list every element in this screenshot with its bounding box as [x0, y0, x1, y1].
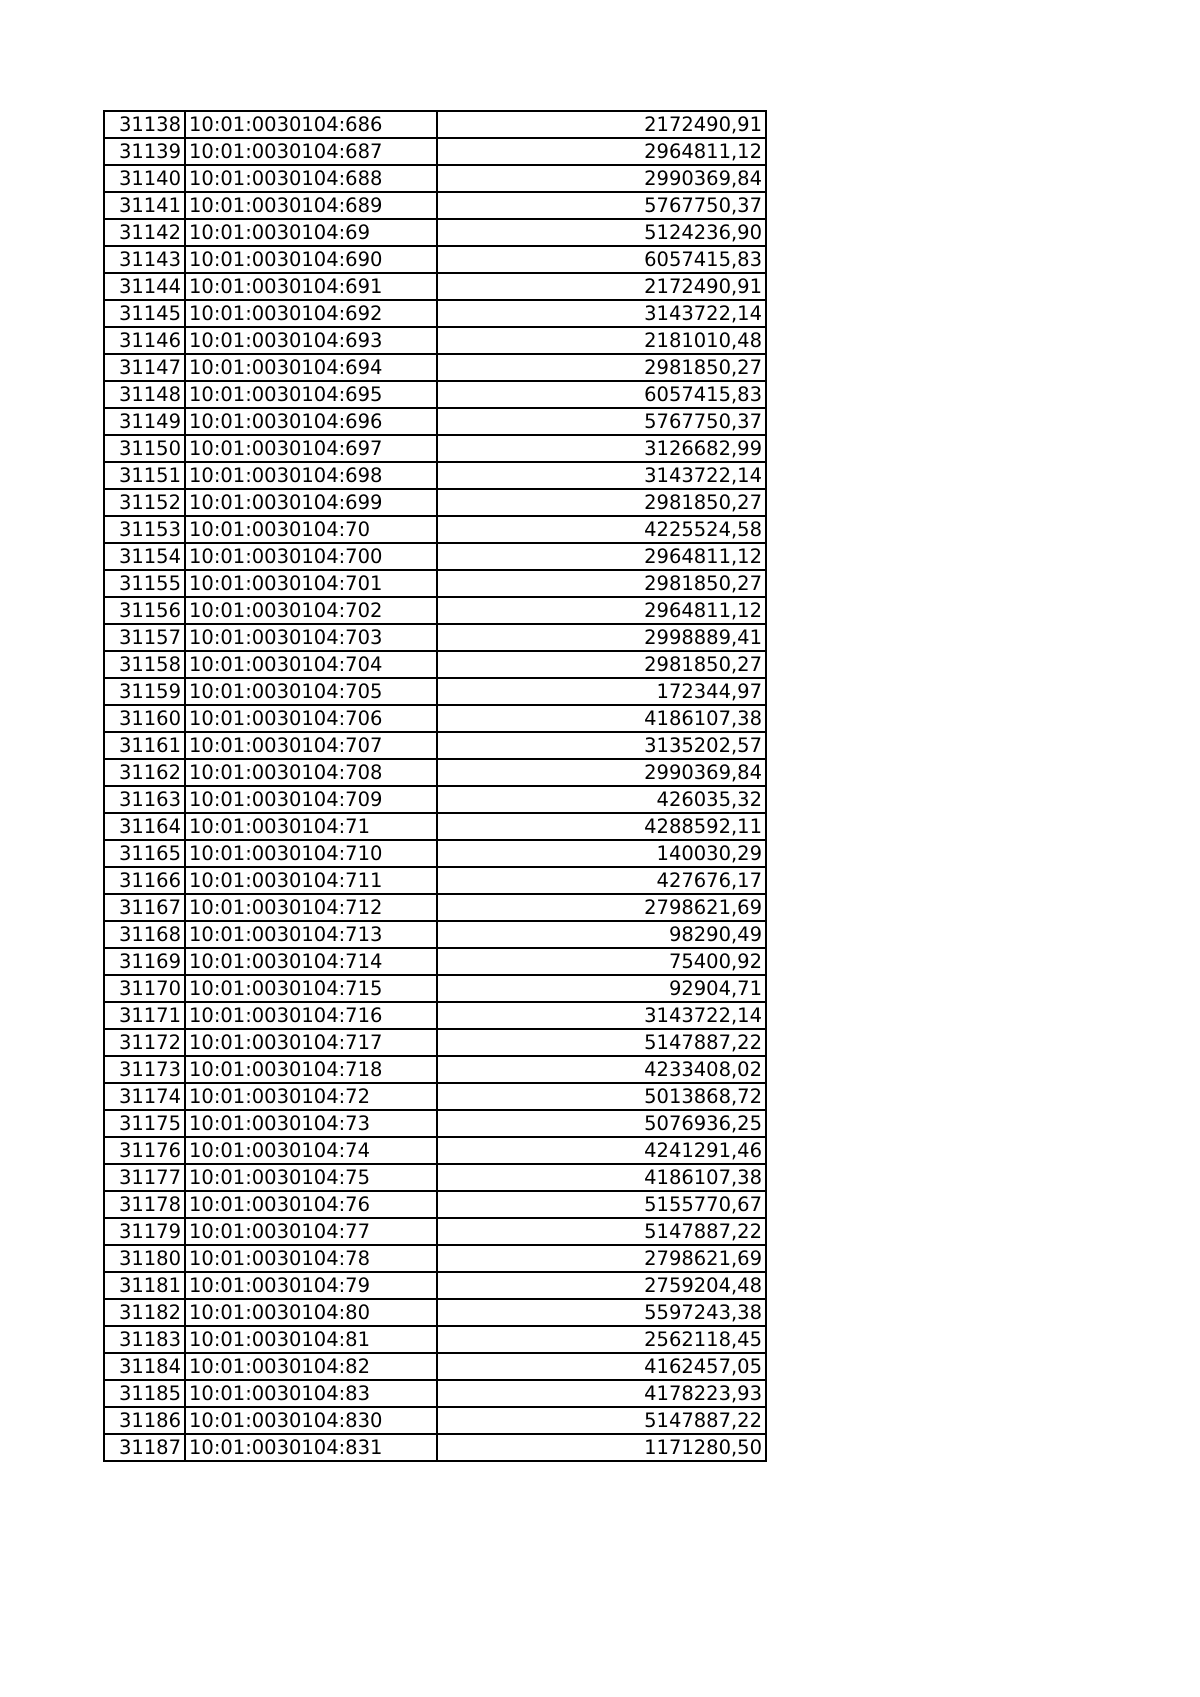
- cadastral-number-cell: 10:01:0030104:708: [185, 759, 437, 786]
- cadastral-number-cell: 10:01:0030104:692: [185, 300, 437, 327]
- value-cell: 4288592,11: [437, 813, 766, 840]
- row-number-cell: 31148: [104, 381, 185, 408]
- row-number-cell: 31160: [104, 705, 185, 732]
- table-row: [104, 273, 766, 300]
- table-row: [104, 300, 766, 327]
- table-row: [104, 678, 766, 705]
- value-cell: 3143722,14: [437, 462, 766, 489]
- table-row: [104, 867, 766, 894]
- row-number-cell: 31177: [104, 1164, 185, 1191]
- row-number-cell: 31170: [104, 975, 185, 1002]
- cadastral-number-cell: 10:01:0030104:697: [185, 435, 437, 462]
- row-number-cell: 31152: [104, 489, 185, 516]
- value-cell: 6057415,83: [437, 381, 766, 408]
- cadastral-number-cell: 10:01:0030104:79: [185, 1272, 437, 1299]
- cadastral-number-cell: 10:01:0030104:74: [185, 1137, 437, 1164]
- table-row: [104, 192, 766, 219]
- table-row: [104, 1029, 766, 1056]
- row-number-cell: 31151: [104, 462, 185, 489]
- table-body: [104, 111, 766, 1461]
- table-row: [104, 894, 766, 921]
- value-cell: 172344,97: [437, 678, 766, 705]
- cadastral-number-cell: 10:01:0030104:696: [185, 408, 437, 435]
- cadastral-number-cell: 10:01:0030104:707: [185, 732, 437, 759]
- value-cell: 4178223,93: [437, 1380, 766, 1407]
- value-cell: 2964811,12: [437, 597, 766, 624]
- cadastral-number-cell: 10:01:0030104:699: [185, 489, 437, 516]
- row-number-cell: 31158: [104, 651, 185, 678]
- row-number-cell: 31154: [104, 543, 185, 570]
- value-cell: 3143722,14: [437, 300, 766, 327]
- value-cell: 2998889,41: [437, 624, 766, 651]
- cadastral-number-cell: 10:01:0030104:717: [185, 1029, 437, 1056]
- table-row: [104, 138, 766, 165]
- cadastral-number-cell: 10:01:0030104:711: [185, 867, 437, 894]
- cadastral-number-cell: 10:01:0030104:716: [185, 1002, 437, 1029]
- value-cell: 5013868,72: [437, 1083, 766, 1110]
- value-cell: 5147887,22: [437, 1029, 766, 1056]
- cadastral-number-cell: 10:01:0030104:687: [185, 138, 437, 165]
- row-number-cell: 31184: [104, 1353, 185, 1380]
- row-number-cell: 31172: [104, 1029, 185, 1056]
- row-number-cell: 31147: [104, 354, 185, 381]
- table-row: [104, 759, 766, 786]
- value-cell: 2981850,27: [437, 651, 766, 678]
- value-cell: 427676,17: [437, 867, 766, 894]
- cadastral-number-cell: 10:01:0030104:701: [185, 570, 437, 597]
- value-cell: 2981850,27: [437, 570, 766, 597]
- table-row: [104, 111, 766, 138]
- value-cell: 5767750,37: [437, 192, 766, 219]
- value-cell: 2172490,91: [437, 273, 766, 300]
- table-row: [104, 1137, 766, 1164]
- cadastral-number-cell: 10:01:0030104:691: [185, 273, 437, 300]
- cadastral-number-cell: 10:01:0030104:73: [185, 1110, 437, 1137]
- table-row: [104, 543, 766, 570]
- cadastral-number-cell: 10:01:0030104:83: [185, 1380, 437, 1407]
- table-row: [104, 435, 766, 462]
- table-row: [104, 246, 766, 273]
- row-number-cell: 31138: [104, 111, 185, 138]
- row-number-cell: 31165: [104, 840, 185, 867]
- row-number-cell: 31187: [104, 1434, 185, 1461]
- cadastral-number-cell: 10:01:0030104:705: [185, 678, 437, 705]
- cadastral-number-cell: 10:01:0030104:712: [185, 894, 437, 921]
- row-number-cell: 31139: [104, 138, 185, 165]
- table-row: [104, 1353, 766, 1380]
- cadastral-number-cell: 10:01:0030104:686: [185, 111, 437, 138]
- row-number-cell: 31179: [104, 1218, 185, 1245]
- value-cell: 4162457,05: [437, 1353, 766, 1380]
- cadastral-number-cell: 10:01:0030104:693: [185, 327, 437, 354]
- table-row: [104, 705, 766, 732]
- cadastral-number-cell: 10:01:0030104:830: [185, 1407, 437, 1434]
- value-cell: 4186107,38: [437, 705, 766, 732]
- value-cell: 5147887,22: [437, 1407, 766, 1434]
- value-cell: 2181010,48: [437, 327, 766, 354]
- row-number-cell: 31175: [104, 1110, 185, 1137]
- cadastral-number-cell: 10:01:0030104:78: [185, 1245, 437, 1272]
- table-row: [104, 570, 766, 597]
- row-number-cell: 31140: [104, 165, 185, 192]
- cadastral-number-cell: 10:01:0030104:694: [185, 354, 437, 381]
- table-row: [104, 651, 766, 678]
- value-cell: 5767750,37: [437, 408, 766, 435]
- row-number-cell: 31167: [104, 894, 185, 921]
- value-cell: 2759204,48: [437, 1272, 766, 1299]
- table-row: [104, 1380, 766, 1407]
- value-cell: 2990369,84: [437, 165, 766, 192]
- data-table: [103, 110, 767, 1462]
- table-row: [104, 1407, 766, 1434]
- value-cell: 92904,71: [437, 975, 766, 1002]
- row-number-cell: 31166: [104, 867, 185, 894]
- value-cell: 5597243,38: [437, 1299, 766, 1326]
- cadastral-number-cell: 10:01:0030104:82: [185, 1353, 437, 1380]
- table-row: [104, 1164, 766, 1191]
- table-row: [104, 381, 766, 408]
- table-row: [104, 921, 766, 948]
- value-cell: 140030,29: [437, 840, 766, 867]
- cadastral-number-cell: 10:01:0030104:76: [185, 1191, 437, 1218]
- cadastral-number-cell: 10:01:0030104:700: [185, 543, 437, 570]
- row-number-cell: 31161: [104, 732, 185, 759]
- row-number-cell: 31142: [104, 219, 185, 246]
- table-row: [104, 1272, 766, 1299]
- cadastral-number-cell: 10:01:0030104:713: [185, 921, 437, 948]
- table-row: [104, 813, 766, 840]
- cadastral-number-cell: 10:01:0030104:831: [185, 1434, 437, 1461]
- table-row: [104, 1056, 766, 1083]
- row-number-cell: 31186: [104, 1407, 185, 1434]
- row-number-cell: 31155: [104, 570, 185, 597]
- table-row: [104, 489, 766, 516]
- table-row: [104, 1083, 766, 1110]
- cadastral-number-cell: 10:01:0030104:690: [185, 246, 437, 273]
- value-cell: 4186107,38: [437, 1164, 766, 1191]
- cadastral-number-cell: 10:01:0030104:703: [185, 624, 437, 651]
- row-number-cell: 31176: [104, 1137, 185, 1164]
- value-cell: 5147887,22: [437, 1218, 766, 1245]
- table-row: [104, 219, 766, 246]
- table-row: [104, 516, 766, 543]
- row-number-cell: 31180: [104, 1245, 185, 1272]
- table-row: [104, 1299, 766, 1326]
- cadastral-number-cell: 10:01:0030104:715: [185, 975, 437, 1002]
- table-row: [104, 840, 766, 867]
- cadastral-number-cell: 10:01:0030104:704: [185, 651, 437, 678]
- table-row: [104, 354, 766, 381]
- value-cell: 5124236,90: [437, 219, 766, 246]
- table-row: [104, 1218, 766, 1245]
- value-cell: 4233408,02: [437, 1056, 766, 1083]
- row-number-cell: 31185: [104, 1380, 185, 1407]
- row-number-cell: 31164: [104, 813, 185, 840]
- table-row: [104, 1434, 766, 1461]
- table-row: [104, 1191, 766, 1218]
- row-number-cell: 31157: [104, 624, 185, 651]
- table-row: [104, 165, 766, 192]
- row-number-cell: 31144: [104, 273, 185, 300]
- table-row: [104, 1002, 766, 1029]
- cadastral-number-cell: 10:01:0030104:718: [185, 1056, 437, 1083]
- table-row: [104, 975, 766, 1002]
- row-number-cell: 31171: [104, 1002, 185, 1029]
- value-cell: 5155770,67: [437, 1191, 766, 1218]
- cadastral-number-cell: 10:01:0030104:710: [185, 840, 437, 867]
- table-row: [104, 1326, 766, 1353]
- cadastral-number-cell: 10:01:0030104:698: [185, 462, 437, 489]
- row-number-cell: 31159: [104, 678, 185, 705]
- row-number-cell: 31143: [104, 246, 185, 273]
- cadastral-number-cell: 10:01:0030104:71: [185, 813, 437, 840]
- value-cell: 75400,92: [437, 948, 766, 975]
- value-cell: 3143722,14: [437, 1002, 766, 1029]
- row-number-cell: 31183: [104, 1326, 185, 1353]
- value-cell: 1171280,50: [437, 1434, 766, 1461]
- row-number-cell: 31173: [104, 1056, 185, 1083]
- cadastral-number-cell: 10:01:0030104:69: [185, 219, 437, 246]
- table-row: [104, 327, 766, 354]
- row-number-cell: 31145: [104, 300, 185, 327]
- cadastral-number-cell: 10:01:0030104:702: [185, 597, 437, 624]
- table-row: [104, 1245, 766, 1272]
- row-number-cell: 31156: [104, 597, 185, 624]
- row-number-cell: 31168: [104, 921, 185, 948]
- cadastral-number-cell: 10:01:0030104:714: [185, 948, 437, 975]
- value-cell: 3135202,57: [437, 732, 766, 759]
- row-number-cell: 31163: [104, 786, 185, 813]
- cadastral-number-cell: 10:01:0030104:709: [185, 786, 437, 813]
- cadastral-number-cell: 10:01:0030104:70: [185, 516, 437, 543]
- value-cell: 6057415,83: [437, 246, 766, 273]
- value-cell: 5076936,25: [437, 1110, 766, 1137]
- table-row: [104, 732, 766, 759]
- table-row: [104, 1110, 766, 1137]
- cadastral-number-cell: 10:01:0030104:689: [185, 192, 437, 219]
- cadastral-number-cell: 10:01:0030104:695: [185, 381, 437, 408]
- value-cell: 2562118,45: [437, 1326, 766, 1353]
- cadastral-number-cell: 10:01:0030104:81: [185, 1326, 437, 1353]
- value-cell: 98290,49: [437, 921, 766, 948]
- row-number-cell: 31146: [104, 327, 185, 354]
- row-number-cell: 31141: [104, 192, 185, 219]
- table-row: [104, 597, 766, 624]
- value-cell: 4225524,58: [437, 516, 766, 543]
- row-number-cell: 31162: [104, 759, 185, 786]
- cadastral-number-cell: 10:01:0030104:72: [185, 1083, 437, 1110]
- table-row: [104, 786, 766, 813]
- row-number-cell: 31169: [104, 948, 185, 975]
- table-row: [104, 408, 766, 435]
- value-cell: 426035,32: [437, 786, 766, 813]
- cadastral-number-cell: 10:01:0030104:80: [185, 1299, 437, 1326]
- value-cell: 2981850,27: [437, 354, 766, 381]
- value-cell: 2990369,84: [437, 759, 766, 786]
- cadastral-number-cell: 10:01:0030104:688: [185, 165, 437, 192]
- cadastral-number-cell: 10:01:0030104:706: [185, 705, 437, 732]
- row-number-cell: 31181: [104, 1272, 185, 1299]
- cadastral-number-cell: 10:01:0030104:75: [185, 1164, 437, 1191]
- row-number-cell: 31182: [104, 1299, 185, 1326]
- cadastral-number-cell: 10:01:0030104:77: [185, 1218, 437, 1245]
- table-row: [104, 624, 766, 651]
- value-cell: 3126682,99: [437, 435, 766, 462]
- row-number-cell: 31178: [104, 1191, 185, 1218]
- value-cell: 4241291,46: [437, 1137, 766, 1164]
- table-row: [104, 462, 766, 489]
- row-number-cell: 31153: [104, 516, 185, 543]
- value-cell: 2798621,69: [437, 894, 766, 921]
- row-number-cell: 31174: [104, 1083, 185, 1110]
- value-cell: 2964811,12: [437, 543, 766, 570]
- value-cell: 2964811,12: [437, 138, 766, 165]
- value-cell: 2798621,69: [437, 1245, 766, 1272]
- value-cell: 2172490,91: [437, 111, 766, 138]
- value-cell: 2981850,27: [437, 489, 766, 516]
- table-row: [104, 948, 766, 975]
- row-number-cell: 31149: [104, 408, 185, 435]
- row-number-cell: 31150: [104, 435, 185, 462]
